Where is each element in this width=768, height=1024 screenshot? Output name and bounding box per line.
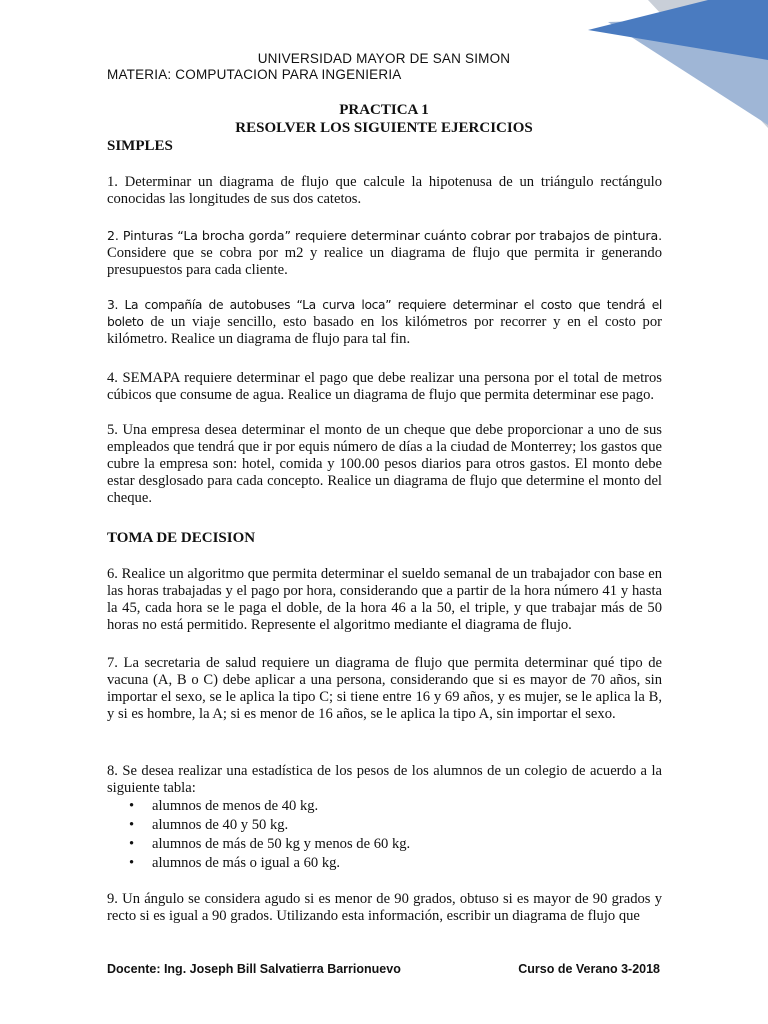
- university-header: UNIVERSIDAD MAYOR DE SAN SIMON: [257, 51, 511, 66]
- footer-course: Curso de Verano 3-2018: [518, 962, 660, 976]
- exercise-2-first-line: 2. Pinturas “La brocha gorda” requiere determinar cuánto cobrar por trabajos de pintura.: [107, 228, 662, 243]
- section-heading-decision: TOMA DE DECISION: [107, 530, 256, 546]
- list-item: • alumnos de menos de 40 kg.: [107, 797, 662, 816]
- exercise-6: 6. Realice un algoritmo que permita determinar el sueldo semanal de un trabajador con base en las horas trabajadas y el pago por hora, considerando que a partir de la hora número 41 y hasta la 45, cada hora se le paga el doble, de la hora 46 a la 50, el triple, y que trabajar más de 50 horas no está permitido. Represente el algoritmo mediante el diagrama de flujo.: [107, 566, 662, 633]
- section-heading-simples: SIMPLES: [107, 138, 173, 154]
- list-item: • alumnos de más de 50 kg y menos de 60 kg.: [107, 835, 662, 854]
- list-item: • alumnos de 40 y 50 kg.: [107, 816, 662, 835]
- subject-header: MATERIA: COMPUTACION PARA INGENIERIA: [107, 67, 402, 82]
- list-item: • alumnos de más o igual a 60 kg.: [107, 854, 662, 873]
- footer-teacher: Docente: Ing. Joseph Bill Salvatierra Barrionuevo: [107, 962, 401, 976]
- exercise-8: [107, 763, 662, 873]
- exercise-2-rest: Considere que se cobra por m2 y realice un diagrama de flujo que permita ir generando presupuestos para cada cliente.: [107, 245, 662, 278]
- exercise-3-rest: de un viaje sencillo, esto basado en los kilómetros por recorrer y en el costo por kilómetro. Realice un diagrama de flujo para tal fin.: [107, 314, 662, 347]
- exercise-3-first-line: 3. La compañía de autobuses “La curva loca” requiere determinar el costo que tendrá el boleto: [107, 298, 662, 329]
- weight-category-list: [107, 797, 662, 873]
- exercise-5: 5. Una empresa desea determinar el monto de un cheque que debe proporcionar a uno de sus empleados que tendrá que ir por equis número de días a la ciudad de Monterrey; los gastos que cubre la empresa son: hotel, comida y 100.00 pesos diarios para otros gastos. El monto debe estar desglosado para cada concepto. Realice un diagrama de flujo que determine el monto del cheque.: [107, 422, 662, 506]
- exercise-9: 9. Un ángulo se considera agudo si es menor de 90 grados, obtuso si es mayor de 90 grados y recto si es igual a 90 grados. Utilizando esta información, escribir un diagrama de flujo que: [107, 891, 662, 924]
- exercise-7: 7. La secretaria de salud requiere un diagrama de flujo que permita determinar qué tipo de vacuna (A, B o C) debe aplicar a una persona, considerando que si es mayor de 70 años, sin importar el sexo, se le aplica la tipo C; si tiene entre 16 y 69 años, y es mujer, se le aplica la B, y si es hombre, la A; si es menor de 16 años, se le aplica la tipo A, sin importar el sexo.: [107, 655, 662, 722]
- practice-subtitle: RESOLVER LOS SIGUIENTE EJERCICIOS: [235, 120, 533, 136]
- exercise-3: [107, 297, 662, 348]
- exercise-4: 4. SEMAPA requiere determinar el pago que debe realizar una persona por el total de metros cúbicos que consume de agua. Realice un diagrama de flujo que permita determinar ese pago.: [107, 370, 662, 403]
- exercise-1: 1. Determinar un diagrama de flujo que calcule la hipotenusa de un triángulo rectángulo conocidas las longitudes de sus dos catetos.: [107, 174, 662, 207]
- exercise-2: [107, 227, 662, 279]
- exercise-8-intro: 8. Se desea realizar una estadística de los pesos de los alumnos de un colegio de acuerdo a la siguiente tabla:: [107, 763, 662, 796]
- practice-title: PRACTICA 1: [339, 102, 429, 118]
